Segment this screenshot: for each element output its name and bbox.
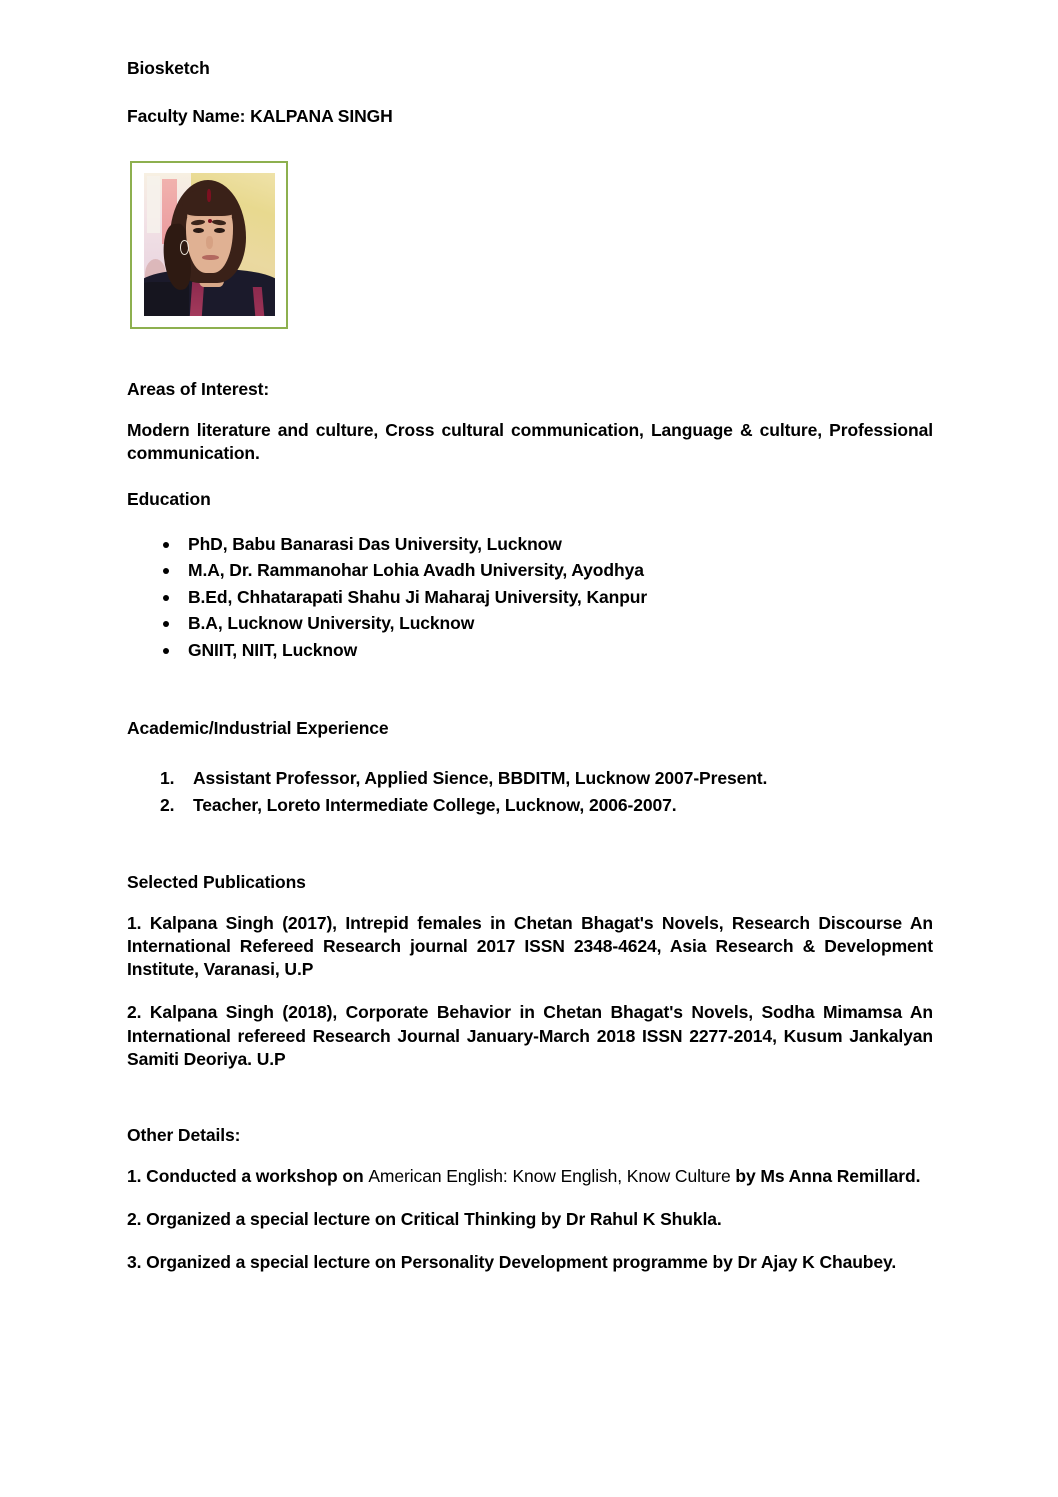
spacer bbox=[127, 892, 933, 912]
list-item: B.Ed, Chhatarapati Shahu Ji Maharaj University, Kanpur bbox=[127, 584, 933, 611]
publication-entry: 2. Kalpana Singh (2018), Corporate Behavior in Chetan Bhagat's Novels, Sodha Mimamsa An International refereed Research Journal January-March 2018 ISSN 2277-2014, Kusum Jankalyan Samiti Deoriya. U.P bbox=[127, 1002, 933, 1070]
areas-of-interest-text: Modern literature and culture, Cross cultural communication, Language & culture, Professional communication. bbox=[127, 419, 933, 463]
publications-heading: Selected Publications bbox=[127, 872, 306, 893]
spacer bbox=[127, 664, 933, 720]
experience-list bbox=[127, 765, 933, 818]
list-item: PhD, Babu Banarasi Das University, Lucknow bbox=[127, 531, 933, 558]
spacer bbox=[127, 1188, 933, 1208]
education-list bbox=[127, 531, 933, 664]
list-item: M.A, Dr. Rammanohar Lohia Avadh University, Ayodhya bbox=[127, 557, 933, 584]
photo-nose bbox=[206, 236, 214, 249]
faculty-photo bbox=[144, 173, 275, 316]
areas-of-interest-heading: Areas of Interest: bbox=[127, 379, 270, 399]
other-details-item-2: 2. Organized a special lecture on Critical Thinking by Dr Rahul K Shukla. bbox=[127, 1209, 722, 1230]
photo-hair-parting bbox=[207, 189, 211, 202]
photo-background-white-panel bbox=[147, 176, 160, 233]
photo-earring bbox=[180, 240, 189, 254]
other-details-item-1-prefix: 1. Conducted a workshop on bbox=[127, 1165, 369, 1186]
other-details-item-1-title: American English: Know English, Know Culture bbox=[368, 1165, 731, 1186]
list-item: GNIIT, NIIT, Lucknow bbox=[127, 637, 933, 664]
spacer bbox=[127, 1231, 933, 1251]
list-item: Assistant Professor, Applied Sience, BBDITM, Lucknow 2007-Present. bbox=[193, 768, 768, 788]
spacer bbox=[127, 981, 933, 1001]
spacer bbox=[127, 399, 933, 419]
experience-heading: Academic/Industrial Experience bbox=[127, 717, 389, 738]
photo-lips bbox=[202, 255, 219, 261]
other-details-item-3: 3. Organized a special lecture on Personality Development programme by Dr Ajay K Chaubey. bbox=[127, 1252, 897, 1273]
other-details-item-1 bbox=[127, 1165, 933, 1188]
spacer bbox=[127, 465, 933, 491]
other-details-item-1-suffix: by Ms Anna Remillard. bbox=[730, 1165, 921, 1186]
document-content bbox=[127, 60, 933, 1275]
spacer bbox=[127, 1145, 933, 1165]
page-title: Biosketch bbox=[127, 58, 210, 78]
faculty-photo-frame bbox=[130, 161, 288, 329]
publication-entry: 1. Kalpana Singh (2017), Intrepid females in Chetan Bhagat's Novels, Research Discourse An International Refereed Research journal 2017 ISSN 2348-4624, Asia Research & Development Institute, Varanasi, U.P bbox=[127, 912, 933, 980]
education-heading: Education bbox=[127, 489, 211, 510]
spacer bbox=[127, 818, 933, 874]
list-item: B.A, Lucknow University, Lucknow bbox=[127, 610, 933, 637]
spacer bbox=[127, 1071, 933, 1127]
faculty-name: Faculty Name: KALPANA SINGH bbox=[127, 105, 393, 126]
list-item: Teacher, Loreto Intermediate College, Lucknow, 2006-2007. bbox=[193, 794, 677, 815]
other-details-heading: Other Details: bbox=[127, 1125, 241, 1146]
